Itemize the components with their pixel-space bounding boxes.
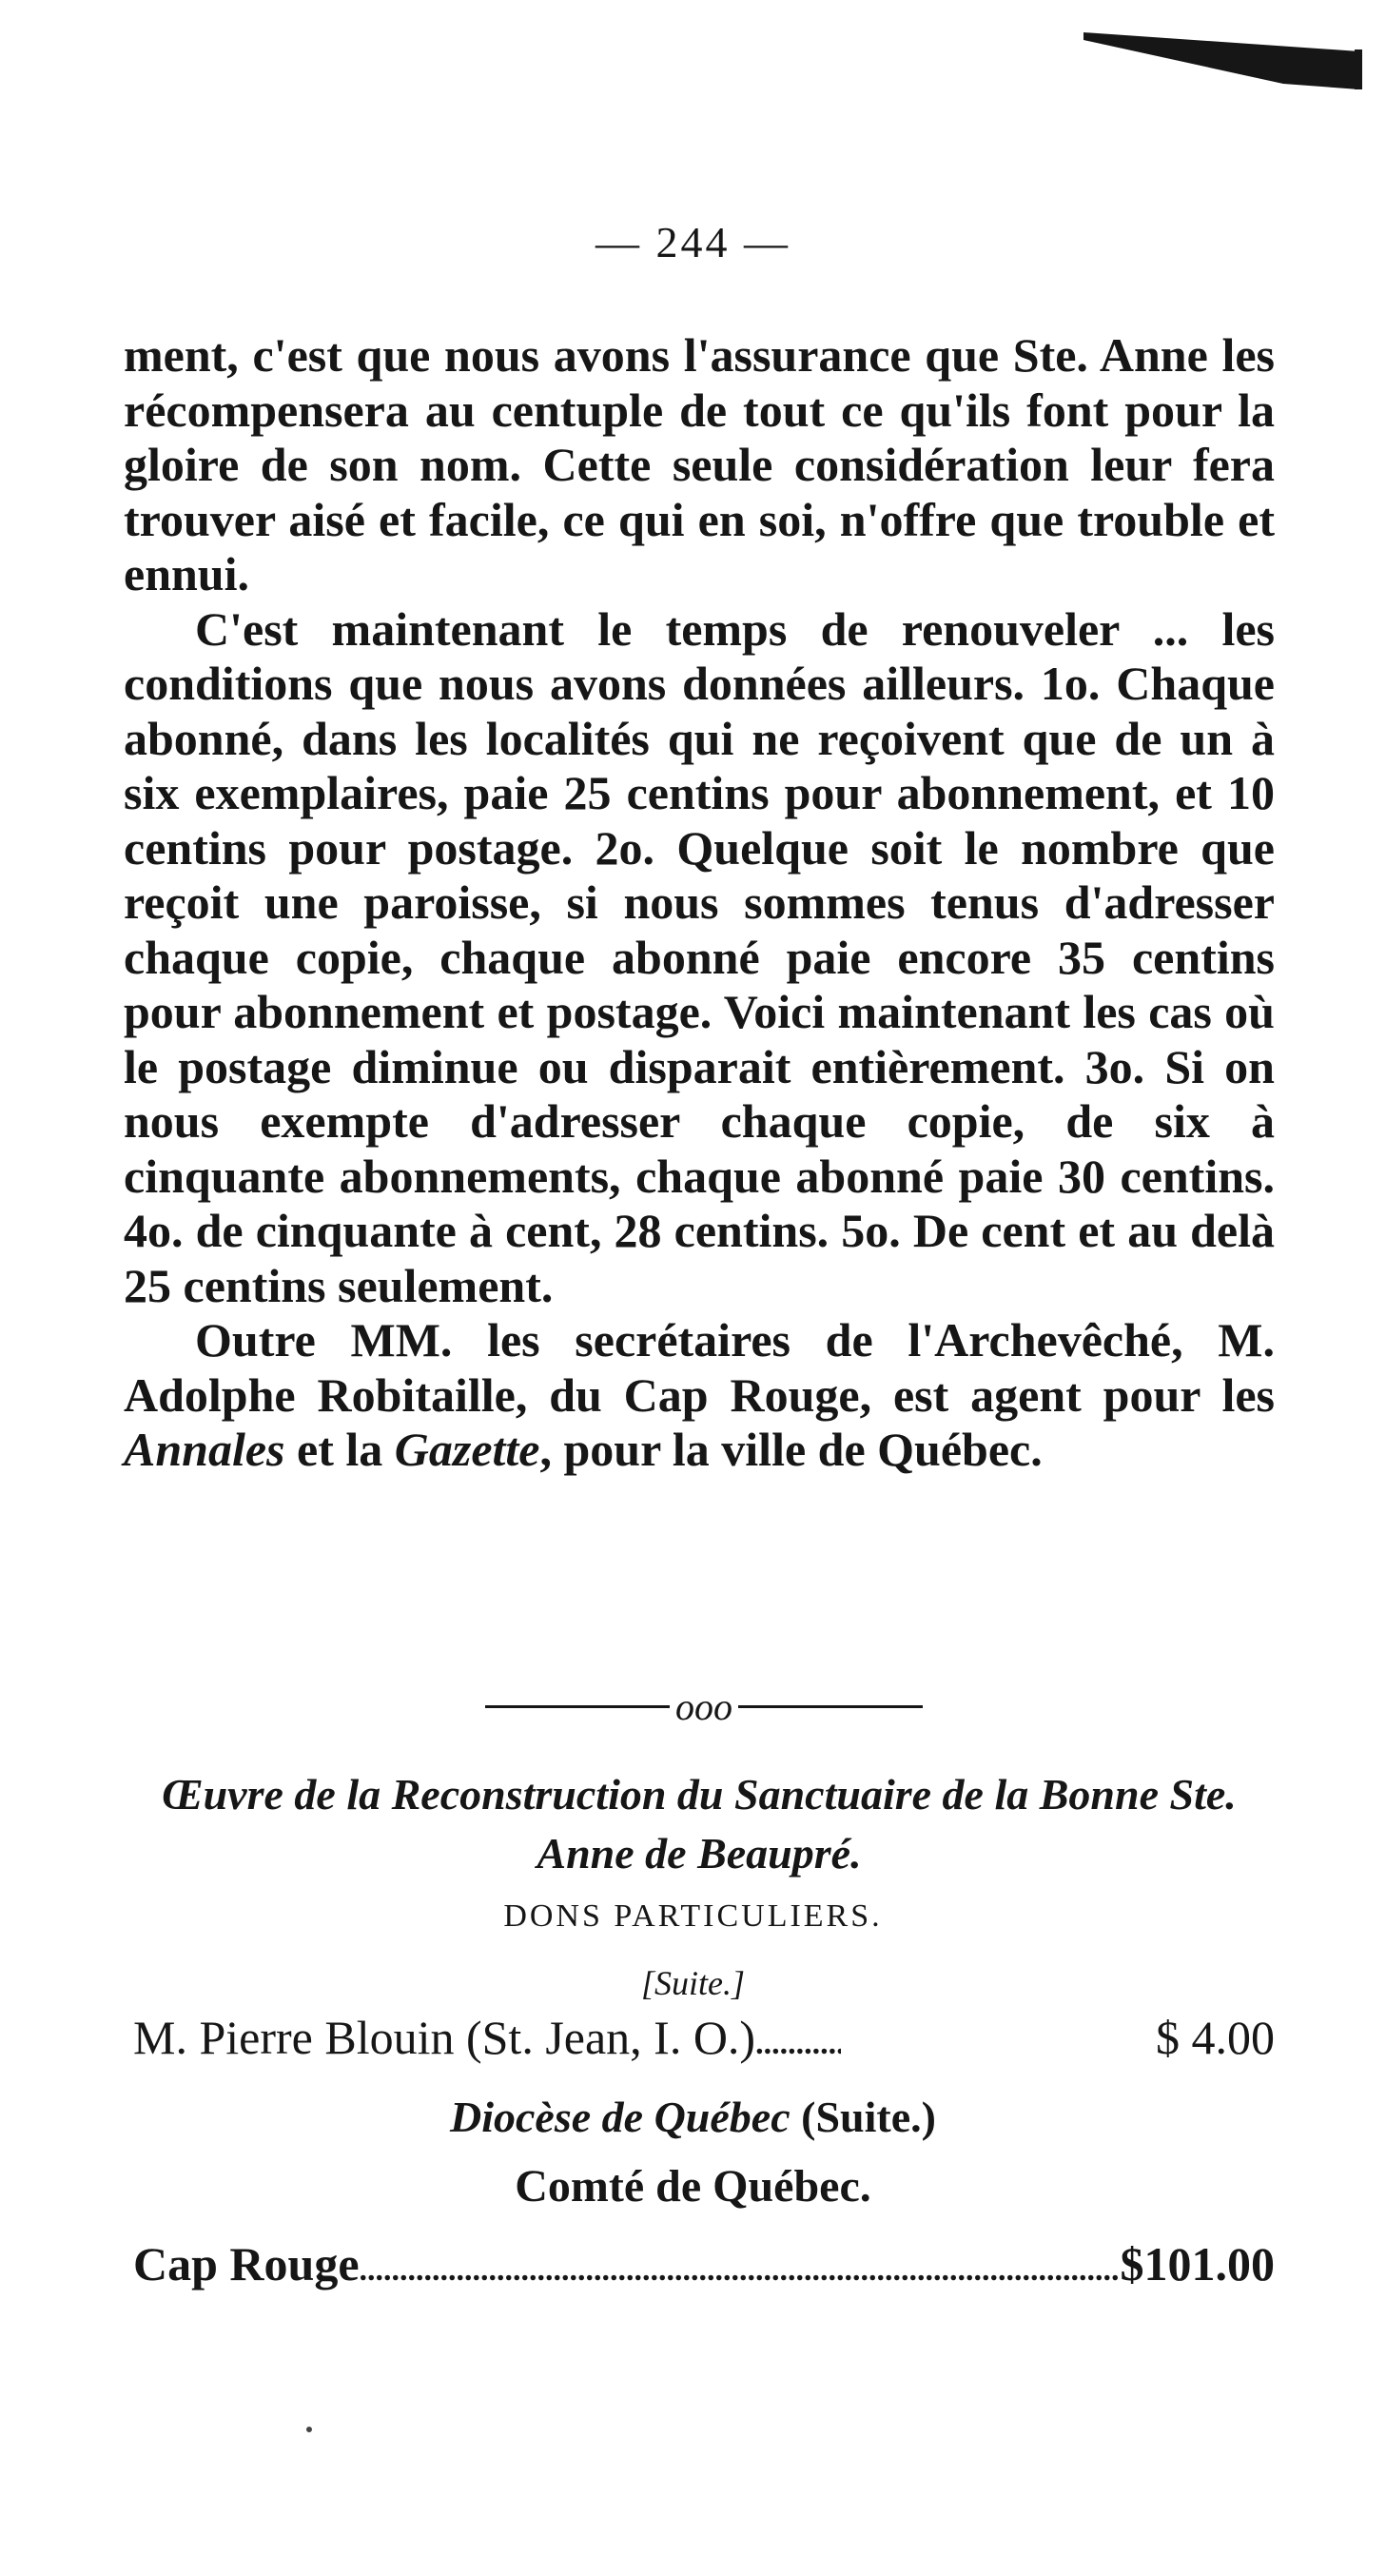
body-text <box>124 328 1275 1478</box>
paragraph-conditions: C'est maintenant le temps de renouveler ... les conditions que nous avons données ailleurs. 1o. Chaque abonné, dans les localités qui ne reçoivent que de un à six exemplaires, paie 25 centins pour abonnement, et 10 centins pour postage. 2o. Quelque soit le nombre que reçoit une paroisse, si nous sommes tenus d'adresser chaque copie, chaque abonné paie encore 35 centins pour abonnement et postage. Voici maintenant les cas où le postage diminue ou disparait entièrement. 3o. Si on nous exempte d'adresser chaque copie, de six à cinquante abonnements, chaque abonné paie 30 centins. 4o. de cinquante à cent, 28 centins. 5o. De cent et au delà 25 centins seulement. <box>124 601 1275 1312</box>
paragraph-continuation: ment, c'est que nous avons l'assurance que Ste. Anne les récompensera au centuple de tout ce qu'ils font pour la gloire de son nom. Cette seule considération leur fera trouver aisé et facile, ce qui en soi, n'offre que trouble et ennui. <box>124 328 1275 600</box>
county-donation-label: Cap Rouge <box>133 2237 360 2291</box>
separator-rule-right <box>738 1705 923 1708</box>
dot-leader <box>755 2026 841 2062</box>
diocese-suffix: (Suite.) <box>790 2093 936 2141</box>
separator-ornament: ooo <box>675 1685 732 1728</box>
county-donation-amount: $101.00 <box>1120 2237 1275 2291</box>
diocese-heading <box>0 2092 1386 2142</box>
agent-text-middle: et la <box>284 1423 395 1476</box>
paragraph-agent <box>124 1313 1275 1478</box>
separator-rule-left <box>485 1705 670 1708</box>
section-title: Œuvre de la Reconstruction du Sanctuaire de la Bonne Ste. Anne de Beaupré. <box>162 1770 1237 1878</box>
diocese-name: Diocèse de Québec <box>450 2093 791 2141</box>
county-donation-entry <box>133 2236 1275 2291</box>
page-number: — 244 — <box>595 218 791 266</box>
donation-label: M. Pierre Blouin (St. Jean, I. O.) <box>133 2011 756 2064</box>
donation-amount: $ 4.00 <box>1156 2011 1275 2064</box>
dot-leader <box>360 2252 1121 2289</box>
ink-speck <box>306 2427 312 2432</box>
agent-text-before: Outre MM. les secrétaires de l'Archevêché, M. Adolphe Robitaille, du Cap Rouge, est agent pour les <box>124 1313 1275 1422</box>
county-heading: Comté de Québec. <box>515 2161 871 2212</box>
annales-title: Annales <box>124 1423 285 1476</box>
gazette-title: Gazette <box>394 1423 540 1476</box>
donations-subheading: DONS PARTICULIERS. <box>503 1898 883 1934</box>
corner-ink-mark <box>1083 29 1369 89</box>
agent-text-after: , pour la ville de Québec. <box>539 1423 1043 1476</box>
section-separator <box>485 1684 923 1729</box>
suite-note: [Suite.] <box>640 1964 745 2002</box>
donation-entry <box>133 2010 1275 2065</box>
